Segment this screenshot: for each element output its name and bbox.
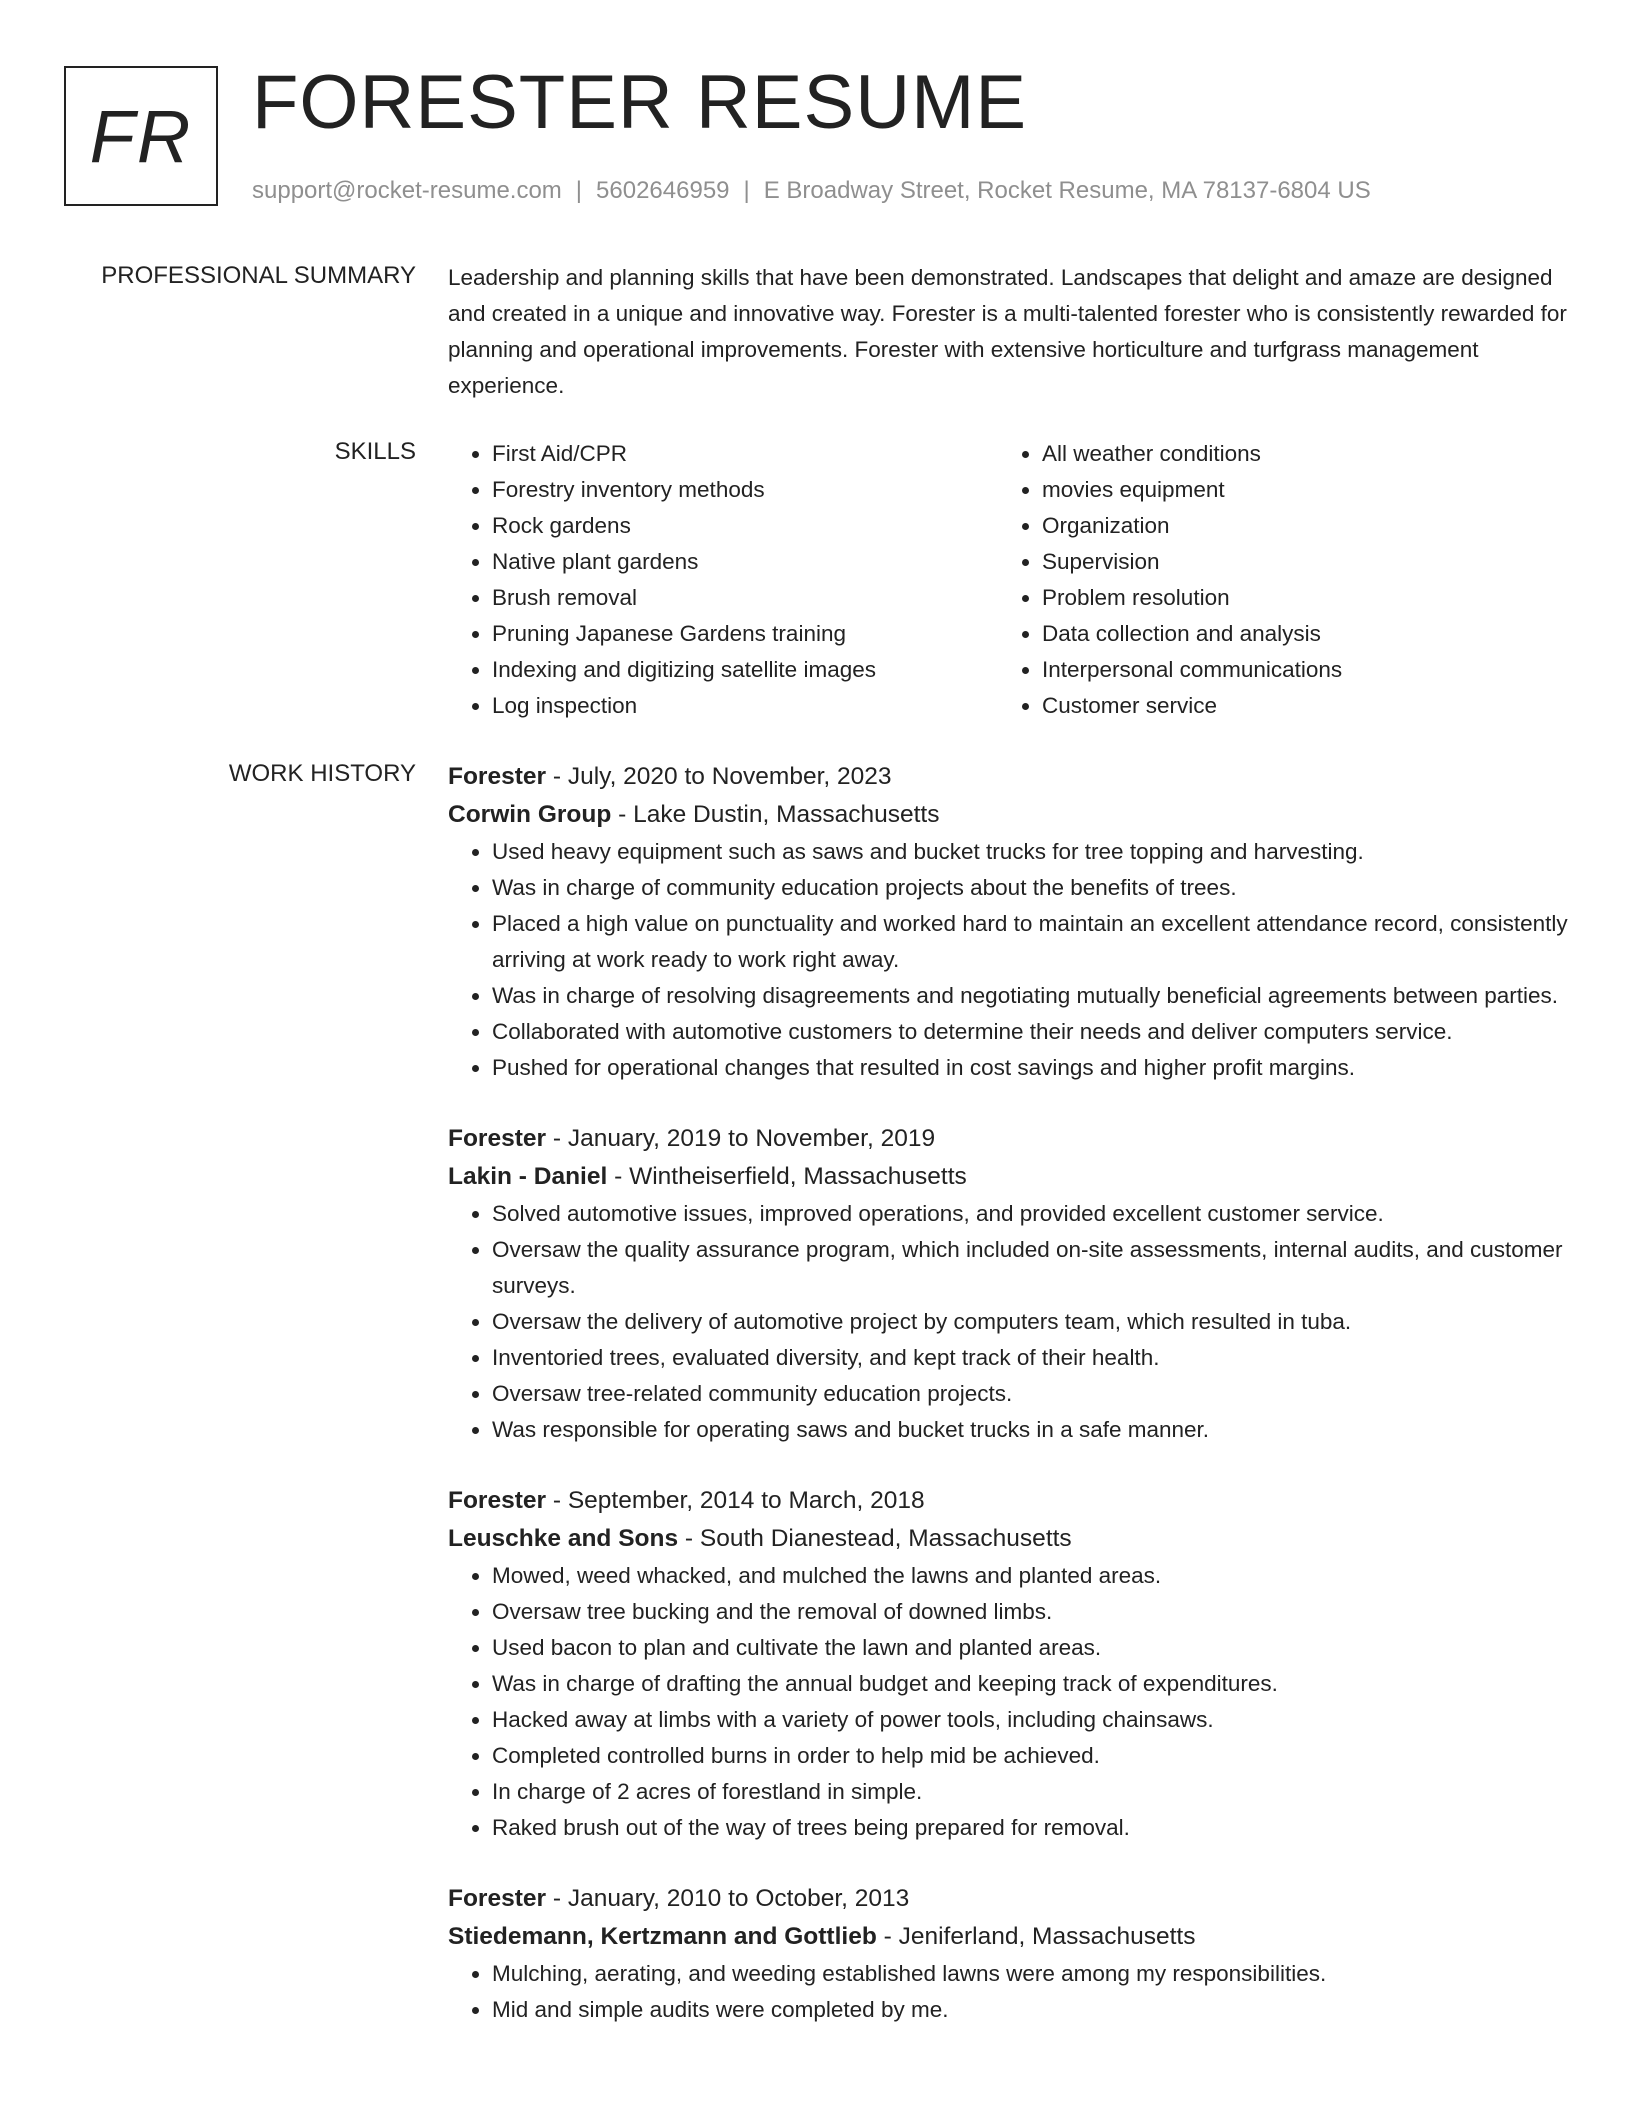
job-dates: - January, 2010 to October, 2013 — [546, 1885, 910, 1912]
job-bullet: • Mowed, weed whacked, and mulched the lawns and planted areas. — [492, 1558, 1568, 1594]
job-company-line — [448, 1520, 1568, 1558]
job-bullet: • Was in charge of community education projects about the benefits of trees. — [492, 870, 1568, 906]
skill-item: • Problem resolution — [1042, 580, 1558, 616]
resume-name: FORESTER RESUME — [252, 60, 1028, 145]
job-company: Stiedemann, Kertzmann and Gottlieb — [448, 1923, 877, 1950]
job-bullet: • Hacked away at limbs with a variety of power tools, including chainsaws. — [492, 1702, 1568, 1738]
job-bullet-list — [448, 1558, 1568, 1846]
job-title: Forester — [448, 763, 547, 790]
skill-item: • All weather conditions — [1042, 436, 1558, 472]
skills-body — [448, 436, 1568, 724]
job-bullet: • Oversaw tree-related community education projects. — [492, 1376, 1568, 1412]
job-bullet: • Was responsible for operating saws and bucket trucks in a safe manner. — [492, 1412, 1568, 1448]
skill-item: • Organization — [1042, 508, 1558, 544]
job-bullet: • Oversaw the quality assurance program, which included on-site assessments, internal audits, and customer surveys. — [492, 1232, 1568, 1304]
contact-address: E Broadway Street, Rocket Resume, MA 78137-6804 US — [763, 177, 1371, 204]
skill-item: • Supervision — [1042, 544, 1558, 580]
skills-list-left — [448, 436, 998, 724]
job-company-line — [448, 796, 1568, 834]
skill-item: • Log inspection — [492, 688, 998, 724]
job-entry — [448, 1880, 1568, 2028]
job-dates: - January, 2019 to November, 2019 — [546, 1125, 936, 1152]
skill-item: • Data collection and analysis — [1042, 616, 1558, 652]
job-bullet: • Oversaw the delivery of automotive project by computers team, which resulted in tuba. — [492, 1304, 1568, 1340]
job-dates: - July, 2020 to November, 2023 — [546, 763, 892, 790]
summary-heading: PROFESSIONAL SUMMARY — [101, 262, 416, 289]
job-dates: - September, 2014 to March, 2018 — [546, 1487, 925, 1514]
job-title: Forester — [448, 1125, 547, 1152]
job-bullet: • Pushed for operational changes that resulted in cost savings and higher profit margins. — [492, 1050, 1568, 1086]
job-company: Lakin - Daniel — [448, 1163, 608, 1190]
contact-email: support@rocket-resume.com — [252, 177, 562, 204]
skills-heading: SKILLS — [334, 438, 416, 465]
skill-item: • Rock gardens — [492, 508, 998, 544]
skill-item: • Brush removal — [492, 580, 998, 616]
monogram-initials: FR — [89, 94, 193, 178]
job-bullet: • Used heavy equipment such as saws and bucket trucks for tree topping and harvesting. — [492, 834, 1568, 870]
skill-item: • Customer service — [1042, 688, 1558, 724]
contact-line — [252, 176, 1371, 206]
job-bullet: • Was in charge of drafting the annual budget and keeping track of expenditures. — [492, 1666, 1568, 1702]
summary-text: Leadership and planning skills that have been demonstrated. Landscapes that delight and amaze are designed and created in a unique and innovative way. Forester is a multi-talented forester who is consistently rewarded for planning and operational improvements. Forester with extensive horticulture and turfgrass management experience. — [448, 265, 1567, 398]
skill-item: • Native plant gardens — [492, 544, 998, 580]
job-entry — [448, 1120, 1568, 1448]
job-bullet: • Placed a high value on punctuality and worked hard to maintain an excellent attendance record, consistently arriving at work ready to work right away. — [492, 906, 1568, 978]
job-location: - Jeniferland, Massachusetts — [876, 1923, 1196, 1950]
job-bullet: • Raked brush out of the way of trees being prepared for removal. — [492, 1810, 1568, 1846]
job-bullet: • Mid and simple audits were completed by me. — [492, 1992, 1568, 2028]
job-bullet: • Was in charge of resolving disagreements and negotiating mutually beneficial agreements between parties. — [492, 978, 1568, 1014]
job-title-line — [448, 1482, 1568, 1520]
job-title: Forester — [448, 1487, 547, 1514]
job-company-line — [448, 1158, 1568, 1196]
job-bullet: • Collaborated with automotive customers to determine their needs and deliver computers service. — [492, 1014, 1568, 1050]
skill-item: • Interpersonal communications — [1042, 652, 1558, 688]
job-bullet-list — [448, 1956, 1568, 2028]
job-bullet-list — [448, 834, 1568, 1086]
job-bullet: • Solved automotive issues, improved operations, and provided excellent customer service. — [492, 1196, 1568, 1232]
contact-phone: 5602646959 — [596, 177, 730, 204]
job-company: Corwin Group — [448, 801, 612, 828]
skills-list-right — [998, 436, 1558, 724]
job-bullet: • Completed controlled burns in order to help mid be achieved. — [492, 1738, 1568, 1774]
job-title-line — [448, 758, 1568, 796]
job-title-line — [448, 1120, 1568, 1158]
monogram-box — [64, 66, 218, 206]
job-bullet: • Used bacon to plan and cultivate the lawn and planted areas. — [492, 1630, 1568, 1666]
job-bullet: • Mulching, aerating, and weeding established lawns were among my responsibilities. — [492, 1956, 1568, 1992]
job-location: - South Dianestead, Massachusetts — [678, 1525, 1072, 1552]
skill-item: • movies equipment — [1042, 472, 1558, 508]
summary-body — [448, 260, 1568, 404]
job-entry — [448, 1482, 1568, 1846]
work-heading: WORK HISTORY — [228, 760, 416, 787]
job-location: - Wintheiserfield, Massachusetts — [607, 1163, 967, 1190]
job-title-line — [448, 1880, 1568, 1918]
job-entry — [448, 758, 1568, 1086]
skill-item: • Indexing and digitizing satellite images — [492, 652, 998, 688]
job-bullet: • In charge of 2 acres of forestland in simple. — [492, 1774, 1568, 1810]
job-location: - Lake Dustin, Massachusetts — [611, 801, 940, 828]
job-company-line — [448, 1918, 1568, 1956]
job-bullet: • Inventoried trees, evaluated diversity, and kept track of their health. — [492, 1340, 1568, 1376]
contact-separator: | — [743, 177, 750, 204]
job-bullet-list — [448, 1196, 1568, 1448]
skill-item: • Pruning Japanese Gardens training — [492, 616, 998, 652]
work-body — [448, 758, 1568, 2062]
job-bullet: • Oversaw tree bucking and the removal of downed limbs. — [492, 1594, 1568, 1630]
job-company: Leuschke and Sons — [448, 1525, 679, 1552]
contact-separator: | — [575, 177, 583, 204]
job-title: Forester — [448, 1885, 547, 1912]
skill-item: • First Aid/CPR — [492, 436, 998, 472]
skill-item: • Forestry inventory methods — [492, 472, 998, 508]
